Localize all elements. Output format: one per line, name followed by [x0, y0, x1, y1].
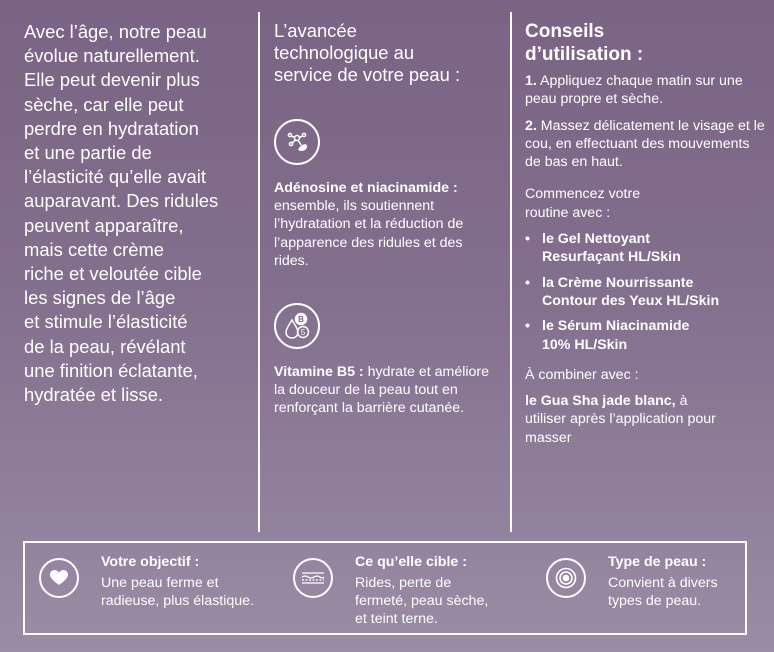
bullet-icon: •	[525, 231, 530, 248]
combine-product: le Gua Sha jade blanc,	[525, 393, 676, 410]
step-text: Massez délicatement le visage et le cou, en effectuant des mouvements de bas en haut.	[525, 117, 765, 171]
intro-column	[24, 20, 242, 407]
combine-description: à utiliser après l’application pour masser	[525, 393, 716, 446]
objective-text: Une peau ferme et radieuse, plus élastique.	[101, 575, 255, 610]
list-item	[525, 317, 765, 354]
skin-type-title: Type de peau :	[608, 554, 707, 570]
advice-step-2	[525, 117, 765, 172]
step-number: 2.	[525, 117, 537, 134]
list-item	[525, 230, 765, 267]
vitamin-b5-text	[274, 363, 500, 418]
intro-text: Avec l’âge, notre peau évolue naturellement. Elle peut devenir plus sèche, car elle peut perdre en hydratation et une partie de l’élasticité qu’elle avait auparavant. Des ridules peuvent apparaître, mais cette crème riche et veloutée cible les signes de l’âge et stimule l’élasticité de la peau, révélant une finition éclatante, hydratée et lisse.	[24, 21, 219, 406]
bullet-icon: •	[525, 318, 530, 335]
step-text: Appliquez chaque matin sur une peau propre et sèche.	[525, 73, 743, 108]
advice-title: Conseils d’utilisation :	[525, 21, 644, 65]
routine-product: la Crème Nourrissante Contour des Yeux HL/Skin	[542, 274, 720, 309]
routine-product: le Gel Nettoyant Resurfaçant HL/Skin	[542, 231, 681, 266]
bullet-icon: •	[525, 274, 530, 291]
routine-list	[525, 230, 765, 354]
technology-column	[274, 20, 500, 418]
combine-text	[525, 392, 725, 447]
advice-column	[525, 20, 765, 447]
target-title: Ce qu’elle cible :	[355, 554, 467, 570]
technology-title: L’avancée technologique au service de votre peau :	[274, 20, 461, 85]
skin-layers-icon	[293, 558, 333, 598]
routine-product: le Sérum Niacinamide 10% HL/Skin	[542, 318, 690, 353]
adenosine-label: Adénosine et niacinamide :	[274, 180, 458, 196]
vitamin-b5-description: hydrate et améliore la douceur de la peau tout en renforçant la barrière cutanée.	[274, 364, 490, 417]
list-item	[525, 274, 765, 311]
vitamin-b5-drop-icon	[274, 303, 320, 349]
objective-title: Votre objectif :	[101, 554, 200, 570]
column-divider	[258, 12, 260, 532]
target-text: Rides, perte de fermeté, peau sèche, et teint terne.	[355, 575, 489, 628]
target-icon	[546, 558, 586, 598]
molecule-icon	[274, 119, 320, 165]
routine-intro: Commencez votre routine avec :	[525, 186, 641, 221]
step-number: 1.	[525, 73, 537, 89]
svg-text:B: B	[298, 315, 304, 325]
adenosine-text	[274, 179, 500, 270]
vitamin-b5-label: Vitamine B5 :	[274, 364, 364, 381]
heart-icon	[39, 558, 79, 598]
advice-step-1	[525, 72, 765, 109]
summary-box	[23, 541, 747, 635]
combine-intro: À combiner avec :	[525, 366, 639, 383]
column-divider	[510, 12, 512, 532]
svg-text:5: 5	[300, 328, 306, 338]
skin-type-text: Convient à divers types de peau.	[608, 575, 718, 610]
adenosine-description: ensemble, ils soutiennent l’hydratation et la réduction de l’apparence des ridules et des rides.	[274, 198, 464, 269]
